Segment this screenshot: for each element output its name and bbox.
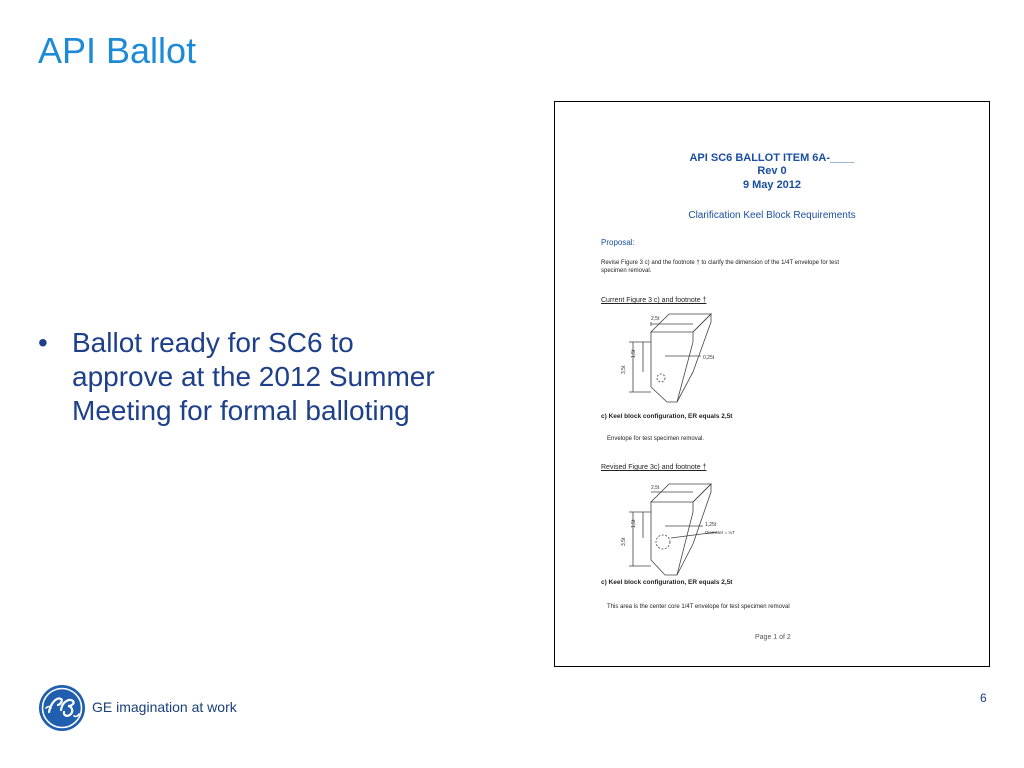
doc-footnote: This area is the center core 1/4T envelope for test specimen removal — [607, 604, 790, 610]
dim-label: 0,25t — [703, 355, 715, 361]
bullet-item — [38, 326, 538, 428]
doc-revised-label: Revised Figure 3c) and footnote † — [601, 464, 707, 471]
doc-page-label: Page 1 of 2 — [755, 634, 791, 641]
doc-figure-caption: c) Keel block configuration, ER equals 2,5t — [601, 413, 733, 420]
dim-label: Diameter = ¼T — [705, 530, 735, 535]
doc-proposal-text: Revise Figure 3 c) and the footnote † to clarify the dimension of the 1/4T envelope for test — [601, 260, 840, 266]
bullet-list — [38, 326, 538, 428]
bullet-line: Ballot ready for SC6 to — [72, 327, 354, 358]
doc-heading-2: Rev 0 — [757, 165, 787, 177]
doc-footnote: Envelope for test specimen removal. — [607, 436, 705, 442]
doc-proposal-label: Proposal: — [601, 238, 635, 247]
dim-label: 1,25t — [705, 522, 717, 528]
doc-proposal-text: specimen removal. — [601, 268, 652, 274]
dim-label: 1,5t — [631, 519, 637, 528]
page-number: 6 — [980, 691, 987, 705]
doc-heading-1: API SC6 BALLOT ITEM 6A-____ — [689, 152, 855, 164]
slide-title: API Ballot — [38, 30, 197, 71]
dim-label: 1,5t — [631, 349, 637, 358]
bullet-text-block — [72, 326, 435, 428]
ge-monogram-icon — [38, 684, 86, 732]
dim-label: 2,5t — [651, 485, 660, 491]
doc-current-label: Current Figure 3 c) and footnote † — [601, 297, 707, 304]
bullet-marker: • — [38, 327, 48, 358]
doc-heading-3: 9 May 2012 — [742, 179, 802, 191]
dim-label: 2,5t — [651, 316, 660, 322]
keel-block-diagram-current — [605, 312, 735, 407]
keel-block-diagram-revised — [605, 480, 745, 580]
bullet-line: approve at the 2012 Summer — [72, 361, 435, 392]
footer-tagline: GE imagination at work — [92, 699, 237, 715]
bullet-line: Meeting for formal balloting — [72, 395, 410, 426]
dim-label: 3,5t — [621, 537, 627, 546]
doc-figure-caption: c) Keel block configuration, ER equals 2,5t — [601, 579, 733, 586]
dim-label: 3,5t — [621, 365, 627, 374]
embedded-document-image — [554, 101, 990, 667]
doc-subheading: Clarification Keel Block Requirements — [688, 210, 856, 221]
